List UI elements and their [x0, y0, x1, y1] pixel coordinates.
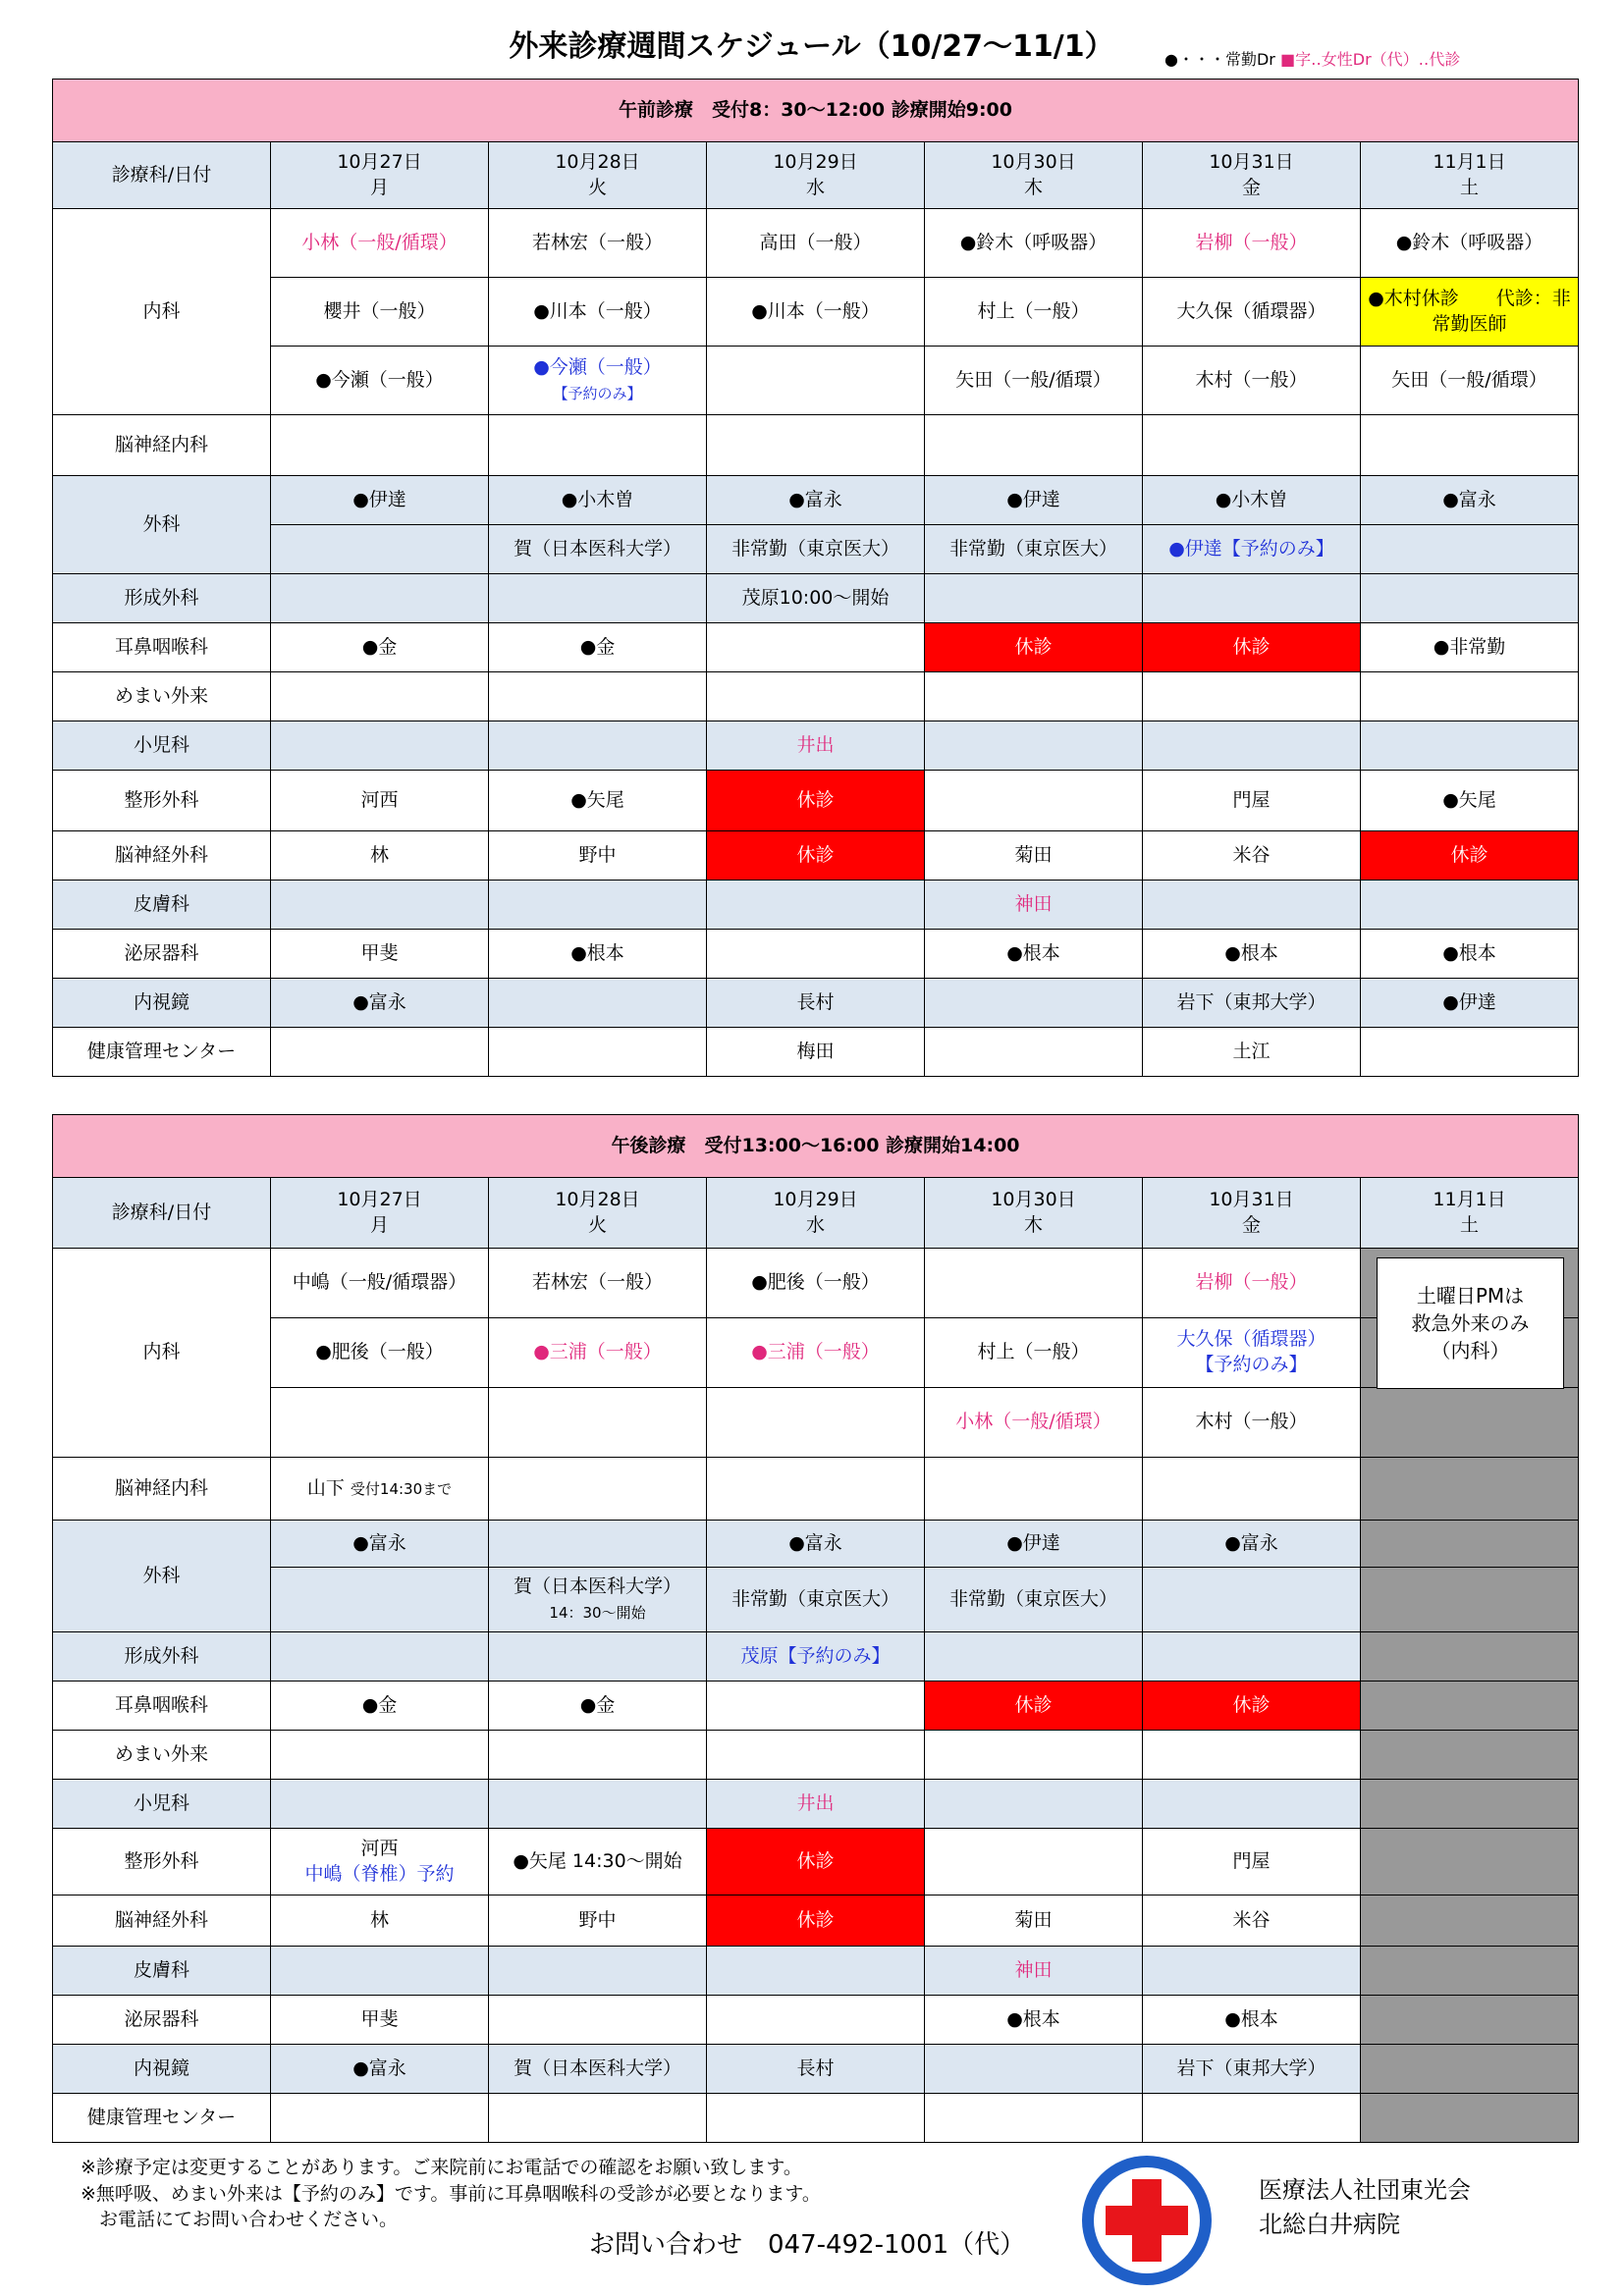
- footer-note: お電話にてお問い合わせください。: [81, 2209, 399, 2231]
- saturday-pm-note: 土曜日PMは 救急外来のみ （内科）: [1377, 1257, 1564, 1389]
- schedule-cell: ●肥後（一般）: [707, 1249, 925, 1318]
- day-header: 10月30日 木: [925, 142, 1143, 209]
- table-row: [53, 979, 1579, 1028]
- schedule-cell: [707, 1388, 925, 1458]
- schedule-cell: [489, 2094, 707, 2143]
- closed-saturday-cell: [1361, 1780, 1579, 1829]
- schedule-cell: 長村: [707, 979, 925, 1028]
- closed-saturday-cell: [1361, 1947, 1579, 1996]
- schedule-cell: [1143, 574, 1361, 623]
- org-corporation: 医療法人社団東光会: [1259, 2176, 1471, 2204]
- schedule-cell: 岩下（東邦大学）: [1143, 979, 1361, 1028]
- dept-label: 外科: [53, 476, 271, 574]
- schedule-cell: [925, 1028, 1143, 1077]
- schedule-cell: 菊田: [925, 831, 1143, 881]
- schedule-cell: [925, 415, 1143, 476]
- schedule-cell: 矢田（一般/循環）: [1361, 347, 1579, 415]
- closed-saturday-cell: [1361, 1896, 1579, 1947]
- schedule-cell: ●小木曽: [1143, 476, 1361, 525]
- am-header-row: [53, 142, 1579, 209]
- pm-header-row: [53, 1178, 1579, 1249]
- table-row: [53, 1028, 1579, 1077]
- dept-label: 内視鏡: [53, 979, 271, 1028]
- table-row: [53, 1388, 1579, 1458]
- schedule-cell: [1143, 1780, 1361, 1829]
- schedule-cell: ●富永: [707, 476, 925, 525]
- dept-label: 小児科: [53, 1780, 271, 1829]
- schedule-cell: [489, 1388, 707, 1458]
- schedule-cell: ●鈴木（呼吸器）: [1361, 209, 1579, 278]
- schedule-cell: ●伊達: [925, 476, 1143, 525]
- schedule-cell: [489, 1780, 707, 1829]
- schedule-cell: [1361, 415, 1579, 476]
- schedule-cell: ●金: [271, 623, 489, 672]
- schedule-cell: 小林（一般/循環）: [271, 209, 489, 278]
- closed-saturday-cell: [1361, 1568, 1579, 1632]
- schedule-cell: [925, 1731, 1143, 1780]
- schedule-cell: ●伊達: [1361, 979, 1579, 1028]
- schedule-cell: [1143, 1458, 1361, 1521]
- schedule-cell: 長村: [707, 2045, 925, 2094]
- schedule-cell: [271, 1028, 489, 1077]
- table-row: [53, 1682, 1579, 1731]
- schedule-cell: ●富永: [1143, 1521, 1361, 1568]
- schedule-cell: 賀（日本医科大学）: [489, 525, 707, 574]
- day-header: 10月31日 金: [1143, 142, 1361, 209]
- schedule-cell: [707, 415, 925, 476]
- schedule-cell: [925, 1458, 1143, 1521]
- footer-notes: [81, 2155, 821, 2233]
- schedule-cell: ●矢尾: [489, 771, 707, 831]
- dept-label: 脳神経内科: [53, 1458, 271, 1521]
- reservation-note: 【予約のみ】: [553, 384, 642, 402]
- closed-cell: 休診: [707, 1829, 925, 1896]
- schedule-cell: [1361, 574, 1579, 623]
- schedule-cell: 木村（一般）: [1143, 347, 1361, 415]
- schedule-cell: ●富永: [271, 2045, 489, 2094]
- schedule-cell: ●今瀬（一般）: [271, 347, 489, 415]
- organization-name: [1259, 2173, 1471, 2242]
- dept-label: 脳神経内科: [53, 415, 271, 476]
- day-header: 10月28日 火: [489, 142, 707, 209]
- schedule-cell: [271, 1780, 489, 1829]
- schedule-cell: [925, 771, 1143, 831]
- closed-cell: 休診: [925, 1682, 1143, 1731]
- dept-label: 形成外科: [53, 1632, 271, 1682]
- table-row: [53, 278, 1579, 347]
- table-row: [53, 1896, 1579, 1947]
- schedule-cell: [1143, 721, 1361, 771]
- pm-banner: 午後診療 受付13:00〜16:00 診療開始14:00: [53, 1115, 1579, 1178]
- schedule-cell: 非常勤（東京医大）: [925, 525, 1143, 574]
- schedule-cell: [271, 1632, 489, 1682]
- schedule-cell: [925, 1249, 1143, 1318]
- schedule-cell: 岩下（東邦大学）: [1143, 2045, 1361, 2094]
- day-header: 10月29日 水: [707, 1178, 925, 1249]
- table-row: [53, 881, 1579, 930]
- table-row: [53, 525, 1579, 574]
- am-schedule-table: [52, 79, 1579, 1077]
- table-row: [53, 347, 1579, 415]
- schedule-cell: 井出: [707, 1780, 925, 1829]
- schedule-cell: ●富永: [1361, 476, 1579, 525]
- schedule-cell: [707, 1731, 925, 1780]
- schedule-cell: [489, 1996, 707, 2045]
- schedule-cell-substitute: ●木村休診 代診：非常勤医師: [1361, 278, 1579, 347]
- schedule-cell: [489, 1028, 707, 1077]
- table-row: [53, 1318, 1579, 1388]
- dept-label: 皮膚科: [53, 881, 271, 930]
- dept-header: 診療科/日付: [53, 1178, 271, 1249]
- schedule-cell: 茂原10:00〜開始: [707, 574, 925, 623]
- schedule-cell: 櫻井（一般）: [271, 278, 489, 347]
- schedule-cell: 山下 受付14:30まで: [271, 1458, 489, 1521]
- schedule-cell: [707, 623, 925, 672]
- schedule-cell: ●金: [271, 1682, 489, 1731]
- schedule-cell: ●矢尾: [1361, 771, 1579, 831]
- schedule-cell: ●肥後（一般）: [271, 1318, 489, 1388]
- dept-label: 内視鏡: [53, 2045, 271, 2094]
- hospital-logo-icon: [1078, 2152, 1216, 2289]
- schedule-cell: ●三浦（一般）: [489, 1318, 707, 1388]
- schedule-cell: 野中: [489, 1896, 707, 1947]
- dept-label: 脳神経外科: [53, 1896, 271, 1947]
- closed-saturday-cell: [1361, 1521, 1579, 1568]
- schedule-cell: 菊田: [925, 1896, 1143, 1947]
- schedule-cell: ●非常勤: [1361, 623, 1579, 672]
- schedule-cell: 甲斐: [271, 1996, 489, 2045]
- closed-saturday-cell: [1361, 1458, 1579, 1521]
- schedule-cell: ●金: [489, 623, 707, 672]
- schedule-cell: 若林宏（一般）: [489, 1249, 707, 1318]
- schedule-cell: ●根本: [925, 1996, 1143, 2045]
- contact-phone: お問い合わせ 047-492-1001（代）: [589, 2230, 1026, 2260]
- schedule-cell: ●今瀬（一般） 【予約のみ】: [489, 347, 707, 415]
- schedule-cell: [489, 1731, 707, 1780]
- pm-schedule-table: [52, 1114, 1579, 2143]
- schedule-cell: 岩柳（一般）: [1143, 209, 1361, 278]
- schedule-cell: ●根本: [489, 930, 707, 979]
- schedule-cell: 非常勤（東京医大）: [707, 525, 925, 574]
- dept-naika: 内科: [53, 209, 271, 415]
- schedule-cell: [925, 721, 1143, 771]
- table-row: [53, 1632, 1579, 1682]
- day-header: 11月1日 土: [1361, 1178, 1579, 1249]
- table-row: [53, 930, 1579, 979]
- schedule-cell: [1143, 1947, 1361, 1996]
- schedule-cell: 米谷: [1143, 831, 1361, 881]
- schedule-cell: [925, 574, 1143, 623]
- schedule-cell: [489, 1632, 707, 1682]
- table-row: [53, 1780, 1579, 1829]
- schedule-cell: [489, 574, 707, 623]
- schedule-cell: 門屋: [1143, 771, 1361, 831]
- schedule-cell: 河西: [271, 771, 489, 831]
- schedule-cell: ●川本（一般）: [489, 278, 707, 347]
- schedule-cell: 林: [271, 831, 489, 881]
- schedule-cell: [1143, 2094, 1361, 2143]
- dept-label: 耳鼻咽喉科: [53, 1682, 271, 1731]
- schedule-cell: [1361, 721, 1579, 771]
- schedule-cell: ●伊達: [925, 1521, 1143, 1568]
- schedule-cell: [271, 1388, 489, 1458]
- schedule-cell: [1143, 1632, 1361, 1682]
- schedule-cell: ●伊達【予約のみ】: [1143, 525, 1361, 574]
- schedule-cell: [1143, 415, 1361, 476]
- legend-regular: ●・・・常勤Dr: [1164, 50, 1275, 69]
- dept-label: 皮膚科: [53, 1947, 271, 1996]
- schedule-cell: 梅田: [707, 1028, 925, 1077]
- schedule-cell: ●三浦（一般）: [707, 1318, 925, 1388]
- schedule-cell: 茂原【予約のみ】: [707, 1632, 925, 1682]
- closed-cell: 休診: [707, 771, 925, 831]
- schedule-cell: [1143, 672, 1361, 721]
- schedule-cell: [925, 672, 1143, 721]
- footer-note: ※無呼吸、めまい外来は【予約のみ】です。事前に耳鼻咽喉科の受診が必要となります。: [81, 2182, 821, 2205]
- footer-note: ※診療予定は変更することがあります。ご来院前にお電話での確認をお願い致します。: [81, 2157, 802, 2178]
- closed-saturday-cell: [1361, 1829, 1579, 1896]
- dept-naika: 内科: [53, 1249, 271, 1458]
- closed-saturday-cell: [1361, 1632, 1579, 1682]
- schedule-cell: [1361, 1028, 1579, 1077]
- org-hospital: 北総白井病院: [1259, 2210, 1400, 2238]
- schedule-cell: [1143, 881, 1361, 930]
- schedule-cell: [489, 1458, 707, 1521]
- day-header: 10月27日 月: [271, 142, 489, 209]
- schedule-cell: [1361, 881, 1579, 930]
- schedule-cell: 中嶋（一般/循環器）: [271, 1249, 489, 1318]
- schedule-cell: 賀（日本医科大学）: [489, 2045, 707, 2094]
- table-row: [53, 1731, 1579, 1780]
- table-row: [53, 672, 1579, 721]
- closed-saturday-cell: [1361, 1682, 1579, 1731]
- schedule-cell: [489, 1521, 707, 1568]
- dept-label: めまい外来: [53, 672, 271, 721]
- schedule-cell: [707, 1682, 925, 1731]
- schedule-cell: [707, 881, 925, 930]
- day-header: 10月29日 水: [707, 142, 925, 209]
- table-row: [53, 721, 1579, 771]
- schedule-cell: 非常勤（東京医大）: [925, 1568, 1143, 1632]
- schedule-cell: ●富永: [707, 1521, 925, 1568]
- legend: [1164, 47, 1460, 70]
- reservation-note: 【予約のみ】: [1195, 1354, 1308, 1375]
- table-row: [53, 1521, 1579, 1568]
- table-row: [53, 1829, 1579, 1896]
- table-row: [53, 1568, 1579, 1632]
- schedule-cell: 非常勤（東京医大）: [707, 1568, 925, 1632]
- closed-saturday-cell: [1361, 1731, 1579, 1780]
- dept-label: 耳鼻咽喉科: [53, 623, 271, 672]
- table-row: [53, 623, 1579, 672]
- schedule-cell: 矢田（一般/循環）: [925, 347, 1143, 415]
- schedule-cell: ●鈴木（呼吸器）: [925, 209, 1143, 278]
- schedule-cell: 土江: [1143, 1028, 1361, 1077]
- closed-cell: 休診: [1143, 623, 1361, 672]
- table-row: [53, 1996, 1579, 2045]
- schedule-cell: [489, 672, 707, 721]
- schedule-cell: [271, 881, 489, 930]
- closed-saturday-cell: [1361, 2094, 1579, 2143]
- schedule-cell: [707, 1996, 925, 2045]
- schedule-cell: 若林宏（一般）: [489, 209, 707, 278]
- closed-saturday-cell: [1361, 1996, 1579, 2045]
- schedule-cell: [271, 415, 489, 476]
- day-header: 10月27日 月: [271, 1178, 489, 1249]
- schedule-cell: [489, 721, 707, 771]
- schedule-cell: [489, 881, 707, 930]
- schedule-cell: 河西 中嶋（脊椎）予約: [271, 1829, 489, 1896]
- schedule-cell: [489, 979, 707, 1028]
- schedule-cell: ●富永: [271, 979, 489, 1028]
- dept-label: 整形外科: [53, 771, 271, 831]
- schedule-cell: 大久保（循環器）: [1143, 278, 1361, 347]
- day-header: 11月1日 土: [1361, 142, 1579, 209]
- day-header: 10月30日 木: [925, 1178, 1143, 1249]
- closed-cell: 休診: [707, 1896, 925, 1947]
- schedule-cell: [707, 1947, 925, 1996]
- table-row: [53, 1249, 1579, 1318]
- closed-cell: 休診: [707, 831, 925, 881]
- schedule-cell: [271, 672, 489, 721]
- schedule-cell: 高田（一般）: [707, 209, 925, 278]
- schedule-cell: [925, 1829, 1143, 1896]
- closed-saturday-cell: [1361, 2045, 1579, 2094]
- day-header: 10月31日 金: [1143, 1178, 1361, 1249]
- schedule-cell: ●根本: [925, 930, 1143, 979]
- schedule-cell: [1143, 1731, 1361, 1780]
- table-row: [53, 831, 1579, 881]
- table-row: [53, 209, 1579, 278]
- schedule-cell: [271, 525, 489, 574]
- schedule-cell: [271, 2094, 489, 2143]
- schedule-cell: [925, 979, 1143, 1028]
- closed-saturday-cell: [1361, 1388, 1579, 1458]
- schedule-cell: [271, 1947, 489, 1996]
- schedule-cell: [271, 721, 489, 771]
- schedule-cell: 大久保（循環器） 【予約のみ】: [1143, 1318, 1361, 1388]
- schedule-cell: [489, 415, 707, 476]
- schedule-cell: ●川本（一般）: [707, 278, 925, 347]
- closed-saturday-cell: [1361, 1284, 1579, 1388]
- table-row: [53, 1947, 1579, 1996]
- schedule-cell: 木村（一般）: [1143, 1388, 1361, 1458]
- schedule-cell: ●伊達: [271, 476, 489, 525]
- schedule-cell: ●根本: [1361, 930, 1579, 979]
- schedule-cell: [271, 1731, 489, 1780]
- closed-cell: 休診: [925, 623, 1143, 672]
- schedule-cell: ●根本: [1143, 930, 1361, 979]
- schedule-cell: 賀（日本医科大学） 14：30〜開始: [489, 1568, 707, 1632]
- schedule-cell: 村上（一般）: [925, 1318, 1143, 1388]
- dept-label: 小児科: [53, 721, 271, 771]
- dept-header: 診療科/日付: [53, 142, 271, 209]
- dept-label: 泌尿器科: [53, 1996, 271, 2045]
- schedule-cell: [707, 1458, 925, 1521]
- schedule-cell: [925, 2094, 1143, 2143]
- dept-label: めまい外来: [53, 1731, 271, 1780]
- schedule-cell: [925, 2045, 1143, 2094]
- schedule-cell: 村上（一般）: [925, 278, 1143, 347]
- schedule-cell: 米谷: [1143, 1896, 1361, 1947]
- dept-label: 脳神経外科: [53, 831, 271, 881]
- schedule-cell: 小林（一般/循環）: [925, 1388, 1143, 1458]
- schedule-cell: ●金: [489, 1682, 707, 1731]
- legend-female: ■字‥女性Dr（代）‥代診: [1279, 50, 1461, 69]
- schedule-cell: 門屋: [1143, 1829, 1361, 1896]
- schedule-cell: 林: [271, 1896, 489, 1947]
- dept-label: 健康管理センター: [53, 1028, 271, 1077]
- schedule-cell: [271, 1568, 489, 1632]
- schedule-cell: 野中: [489, 831, 707, 881]
- table-row: [53, 2094, 1579, 2143]
- dept-label: 外科: [53, 1521, 271, 1632]
- table-row: [53, 1458, 1579, 1521]
- schedule-cell: [707, 347, 925, 415]
- dept-label: 健康管理センター: [53, 2094, 271, 2143]
- table-row: [53, 771, 1579, 831]
- schedule-cell: 岩柳（一般）: [1143, 1249, 1361, 1318]
- table-row: [53, 574, 1579, 623]
- table-row: [53, 476, 1579, 525]
- am-banner: 午前診療 受付8：30〜12:00 診療開始9:00: [53, 80, 1579, 142]
- schedule-cell: ●矢尾 14:30〜開始: [489, 1829, 707, 1896]
- schedule-cell: [1361, 525, 1579, 574]
- table-row: [53, 415, 1579, 476]
- schedule-cell: [925, 1780, 1143, 1829]
- day-header: 10月28日 火: [489, 1178, 707, 1249]
- schedule-cell: 井出: [707, 721, 925, 771]
- schedule-cell: 甲斐: [271, 930, 489, 979]
- closed-cell: 休診: [1361, 831, 1579, 881]
- schedule-cell: [489, 1947, 707, 1996]
- schedule-cell: ●小木曽: [489, 476, 707, 525]
- schedule-cell: [271, 574, 489, 623]
- page-title: 外来診療週間スケジュール（10/27〜11/1）: [509, 29, 1114, 64]
- schedule-cell: [707, 2094, 925, 2143]
- schedule-cell: ●根本: [1143, 1996, 1361, 2045]
- table-row: [53, 2045, 1579, 2094]
- schedule-cell: ●富永: [271, 1521, 489, 1568]
- dept-label: 形成外科: [53, 574, 271, 623]
- dept-label: 泌尿器科: [53, 930, 271, 979]
- schedule-cell: [1143, 1568, 1361, 1632]
- schedule-cell: [1361, 672, 1579, 721]
- schedule-cell: [707, 930, 925, 979]
- schedule-cell: 神田: [925, 1947, 1143, 1996]
- schedule-cell: [707, 672, 925, 721]
- closed-cell: 休診: [1143, 1682, 1361, 1731]
- schedule-cell: [925, 1632, 1143, 1682]
- schedule-cell: 神田: [925, 881, 1143, 930]
- dept-label: 整形外科: [53, 1829, 271, 1896]
